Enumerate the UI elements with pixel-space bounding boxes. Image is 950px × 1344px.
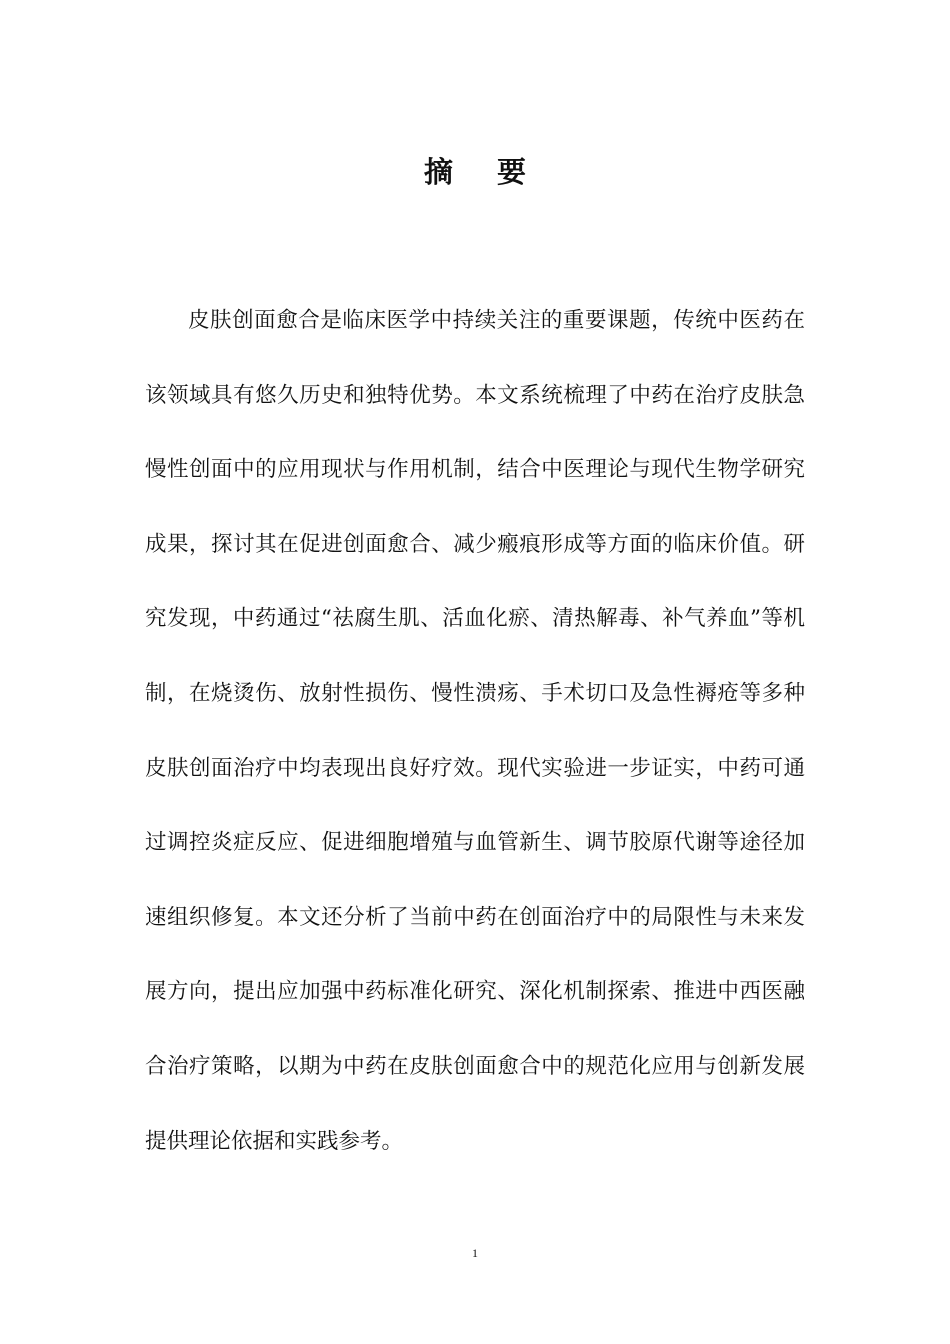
page-title <box>0 150 950 194</box>
title-char-2: 要 <box>497 155 527 189</box>
title-char-1: 摘 <box>423 155 453 189</box>
abstract-paragraph: 皮肤创面愈合是临床医学中持续关注的重要课题，传统中医药在该领域具有悠久历史和独特优势。本文系统梳理了中药在治疗皮肤急慢性创面中的应用现状与作用机制，结合中医理论与现代生物学研究成果，探讨其在促进创面愈合、减少瘢痕形成等方面的临床价值。研究发现，中药通过“祛腐生肌、活血化瘀、清热解毒、补气养血”等机制，在烧烫伤、放射性损伤、慢性溃疡、手术切口及急性褥疮等多种皮肤创面治疗中均表现出良好疗效。现代实验进一步证实，中药可通过调控炎症反应、促进细胞增殖与血管新生、调节胶原代谢等途径加速组织修复。本文还分析了当前中药在创面治疗中的局限性与未来发展方向，提出应加强中药标准化研究、深化机制探索、推进中西医融合治疗策略，以期为中药在皮肤创面愈合中的规范化应用与创新发展提供理论依据和实践参考。 <box>145 308 805 1154</box>
page-number: 1 <box>472 1246 478 1260</box>
